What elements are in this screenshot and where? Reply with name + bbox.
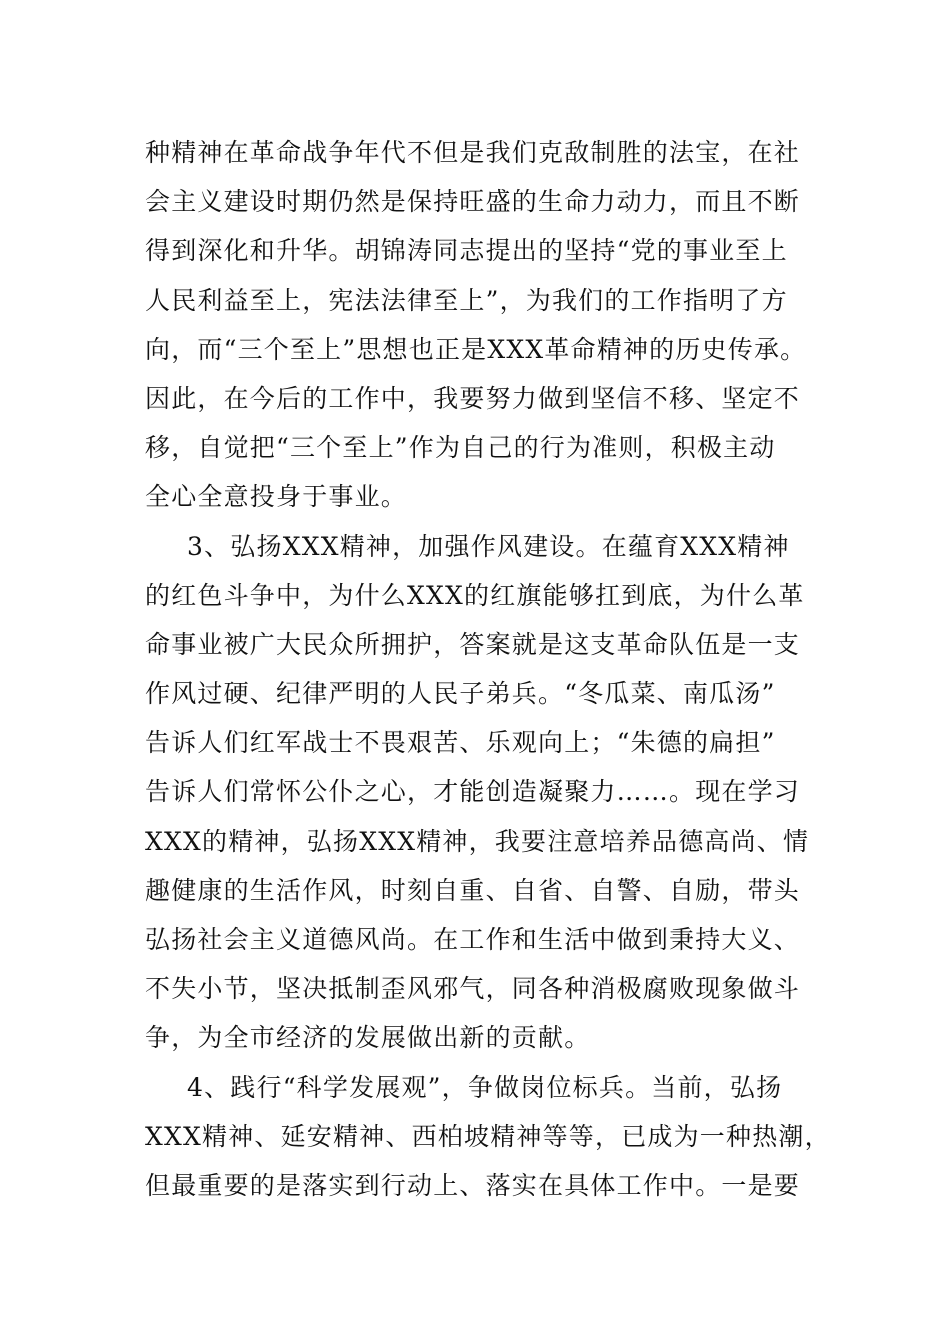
text-line: XXX的精神，弘扬XXX精神，我要注意培养品德高尚、情 [145,826,810,856]
text-line: 会主义建设时期仍然是保持旺盛的生命力动力，而且不断 [145,187,801,217]
text-line: XXX精神、延安精神、西柏坡精神等等，已成为一种热潮， [145,1121,831,1151]
text-line: 告诉人们常怀公仆之心，才能创造凝聚力……。现在学习 [145,777,801,807]
text-line: 种精神在革命战争年代不但是我们克敌制胜的法宝，在社 [145,138,801,167]
section-4-heading-line: 4、践行“科学发展观”，争做岗位标兵。当前，弘扬 [187,1072,783,1102]
text-line: 作风过硬、纪律严明的人民子弟兵。“冬瓜菜、南瓜汤” [145,679,776,709]
text-line: 不失小节，坚决抵制歪风邪气，同各种消极腐败现象做斗 [145,974,801,1004]
section-3-heading-line: 3、弘扬XXX精神，加强作风建设。在蕴育XXX精神 [187,531,790,561]
text-line: 得到深化和升华。胡锦涛同志提出的坚持“党的事业至上 [145,236,788,266]
text-line: 因此，在今后的工作中，我要努力做到坚信不移、坚定不 [145,383,801,413]
body-text [145,128,831,1210]
text-line: 弘扬社会主义道德风尚。在工作和生活中做到秉持大义、 [145,925,801,954]
text-line: 告诉人们红军战士不畏艰苦、乐观向上；“朱德的扁担” [145,728,776,758]
text-line: 移，自觉把“三个至上”作为自己的行为准则，积极主动 [145,433,776,463]
text-line: 但最重要的是落实到行动上、落实在具体工作中。一是要 [145,1170,801,1200]
text-line: 全心全意投身于事业。 [145,482,408,512]
text-line: 人民利益至上，宪法法律至上”，为我们的工作指明了方 [145,285,788,315]
text-line: 的红色斗争中，为什么XXX的红旗能够扛到底，为什么革 [145,580,805,610]
text-line: 趣健康的生活作风，时刻自重、自省、自警、自励，带头 [145,875,801,905]
text-line: 命事业被广大民众所拥护，答案就是这支革命队伍是一支 [145,629,801,659]
text-line: 争，为全市经济的发展做出新的贡献。 [145,1023,591,1053]
text-line: 向，而“三个至上”思想也正是XXX革命精神的历史传承。 [145,334,807,364]
